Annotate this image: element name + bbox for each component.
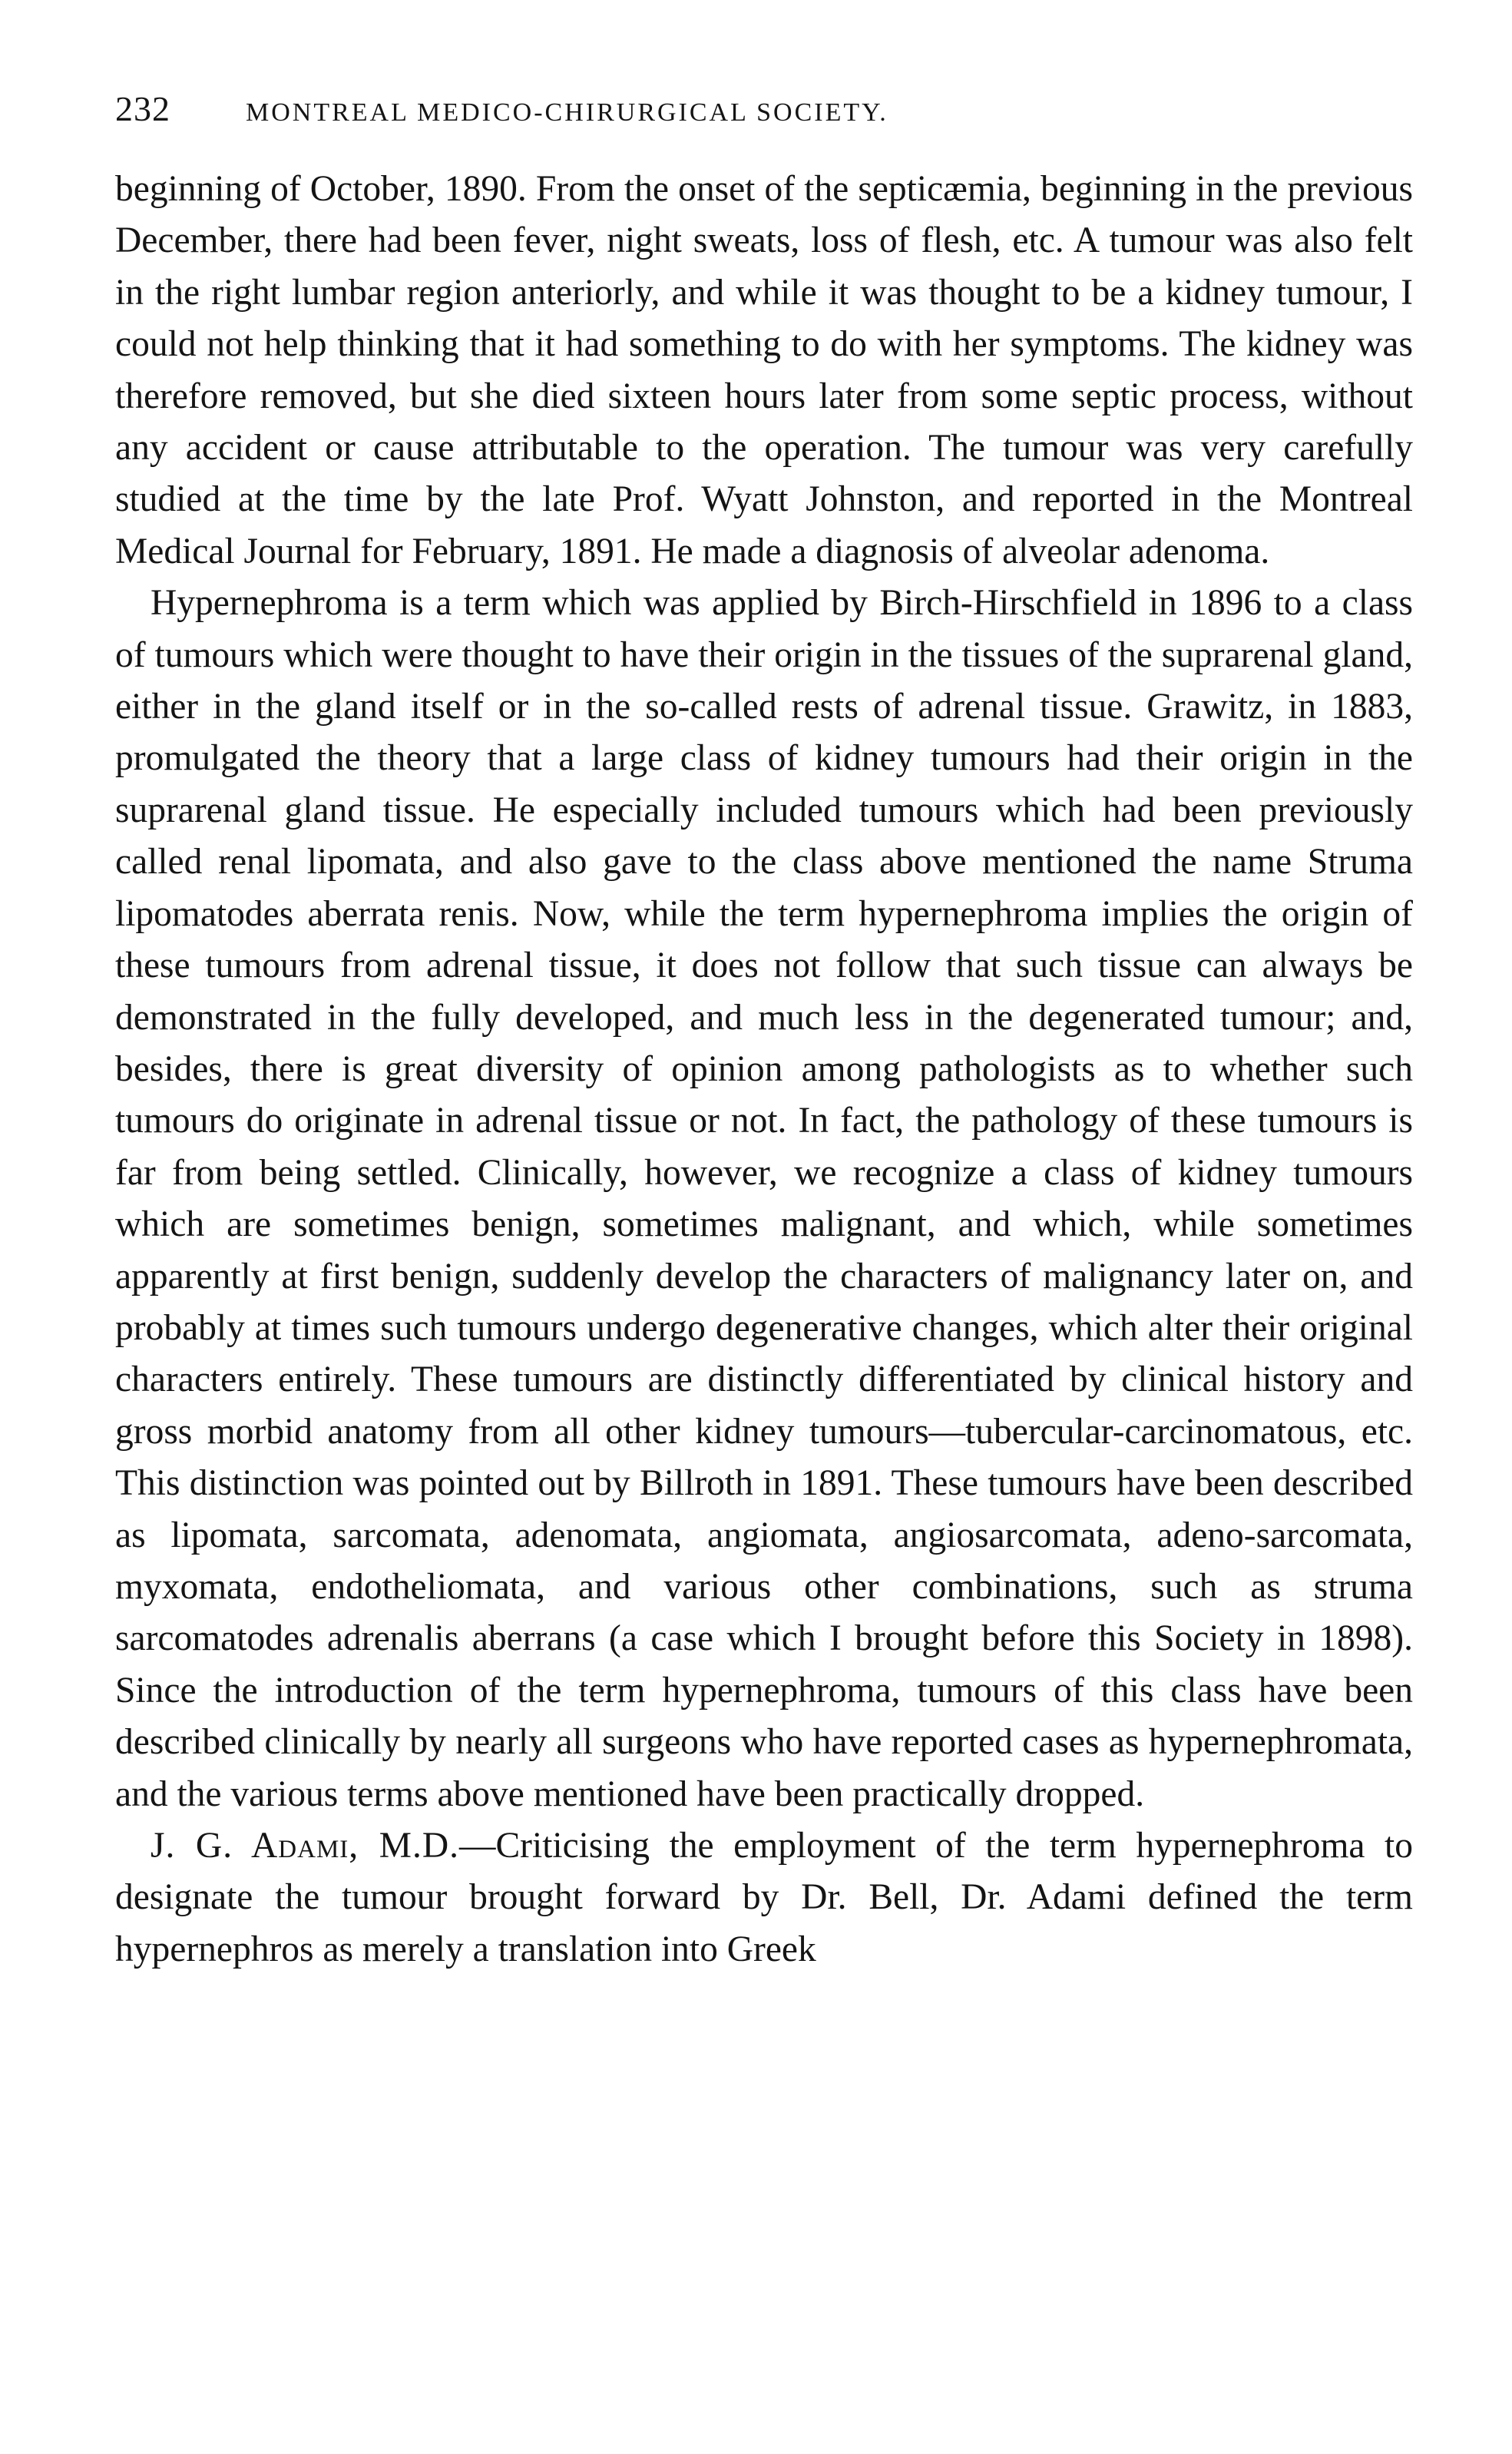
discussion-paragraph <box>115 1820 1413 1975</box>
body-text <box>115 164 1413 1975</box>
paragraph-hypernephroma: Hypernephroma is a term which was applied by Birch-Hirschfield in 1896 to a class of tumours which were thought to have their origin in the tissues of the suprarenal gland, either in the gland itself or in the so-called rests of adrenal tissue. Grawitz, in 1883, promulgated the theory that a large class of kidney tumours had their origin in the suprarenal gland tissue. He especially included tumours which had been previously called renal lipomata, and also gave to the class above mentioned the name Struma lipomatodes aberrata renis. Now, while the term hypernephroma implies the origin of these tumours from adrenal tissue, it does not follow that such tissue can always be demonstrated in the fully developed, and much less in the degenerated tumour; and, besides, there is great diversity of opinion among pathologists as to whether such tumours do originate in adrenal tissue or not. In fact, the pathology of these tumours is far from being settled. Clinically, however, we recognize a class of kidney tumours which are sometimes benign, sometimes malignant, and which, while sometimes apparently at first benign, suddenly develop the characters of malignancy later on, and probably at times such tumours undergo degenerative changes, which alter their original characters entirely. These tumours are distinctly differentiated by clinical history and gross morbid anatomy from all other kidney tumours—tubercular-carcinomatous, etc. This distinction was pointed out by Billroth in 1891. These tumours have been described as lipomata, sarcomata, adenomata, angiomata, angiosarcomata, adeno-sarcomata, myxomata, endotheliomata, and various other combinations, such as struma sarcomatodes adrenalis aberrans (a case which I brought before this Society in 1898). Since the introduction of the term hypernephroma, tumours of this class have been described clinically by nearly all surgeons who have reported cases as hypernephromata, and the various terms above mentioned have been practically dropped. <box>115 583 1413 1814</box>
discussion-text: —Criticising the employment of the term hypernephroma to designate the tumour brought forward by Dr. Bell, Dr. Adami defined the term hypernephros as merely a translation into Greek <box>115 1826 1413 1969</box>
page-number: 232 <box>115 89 170 128</box>
paragraph-continued: beginning of October, 1890. From the onset of the septicæmia, beginning in the previous December, there had been fever, night sweats, loss of flesh, etc. A tumour was also felt in the right lumbar region anteriorly, and while it was thought to be a kidney tumour, I could not help thinking that it had something to do with her symptoms. The kidney was therefore removed, but she died sixteen hours later from some septic process, without any accident or cause attributable to the operation. The tumour was very carefully studied at the time by the late Prof. Wyatt Johnston, and reported in the Montreal Medical Journal for February, 1891. He made a diagnosis of alveolar adenoma. <box>115 169 1413 571</box>
journal-title: MONTREAL MEDICO-CHIRURGICAL SOCIETY. <box>246 98 888 127</box>
page <box>115 88 1413 1975</box>
speaker-name: J. G. Adami, M.D. <box>151 1826 459 1866</box>
running-head <box>115 88 1413 134</box>
